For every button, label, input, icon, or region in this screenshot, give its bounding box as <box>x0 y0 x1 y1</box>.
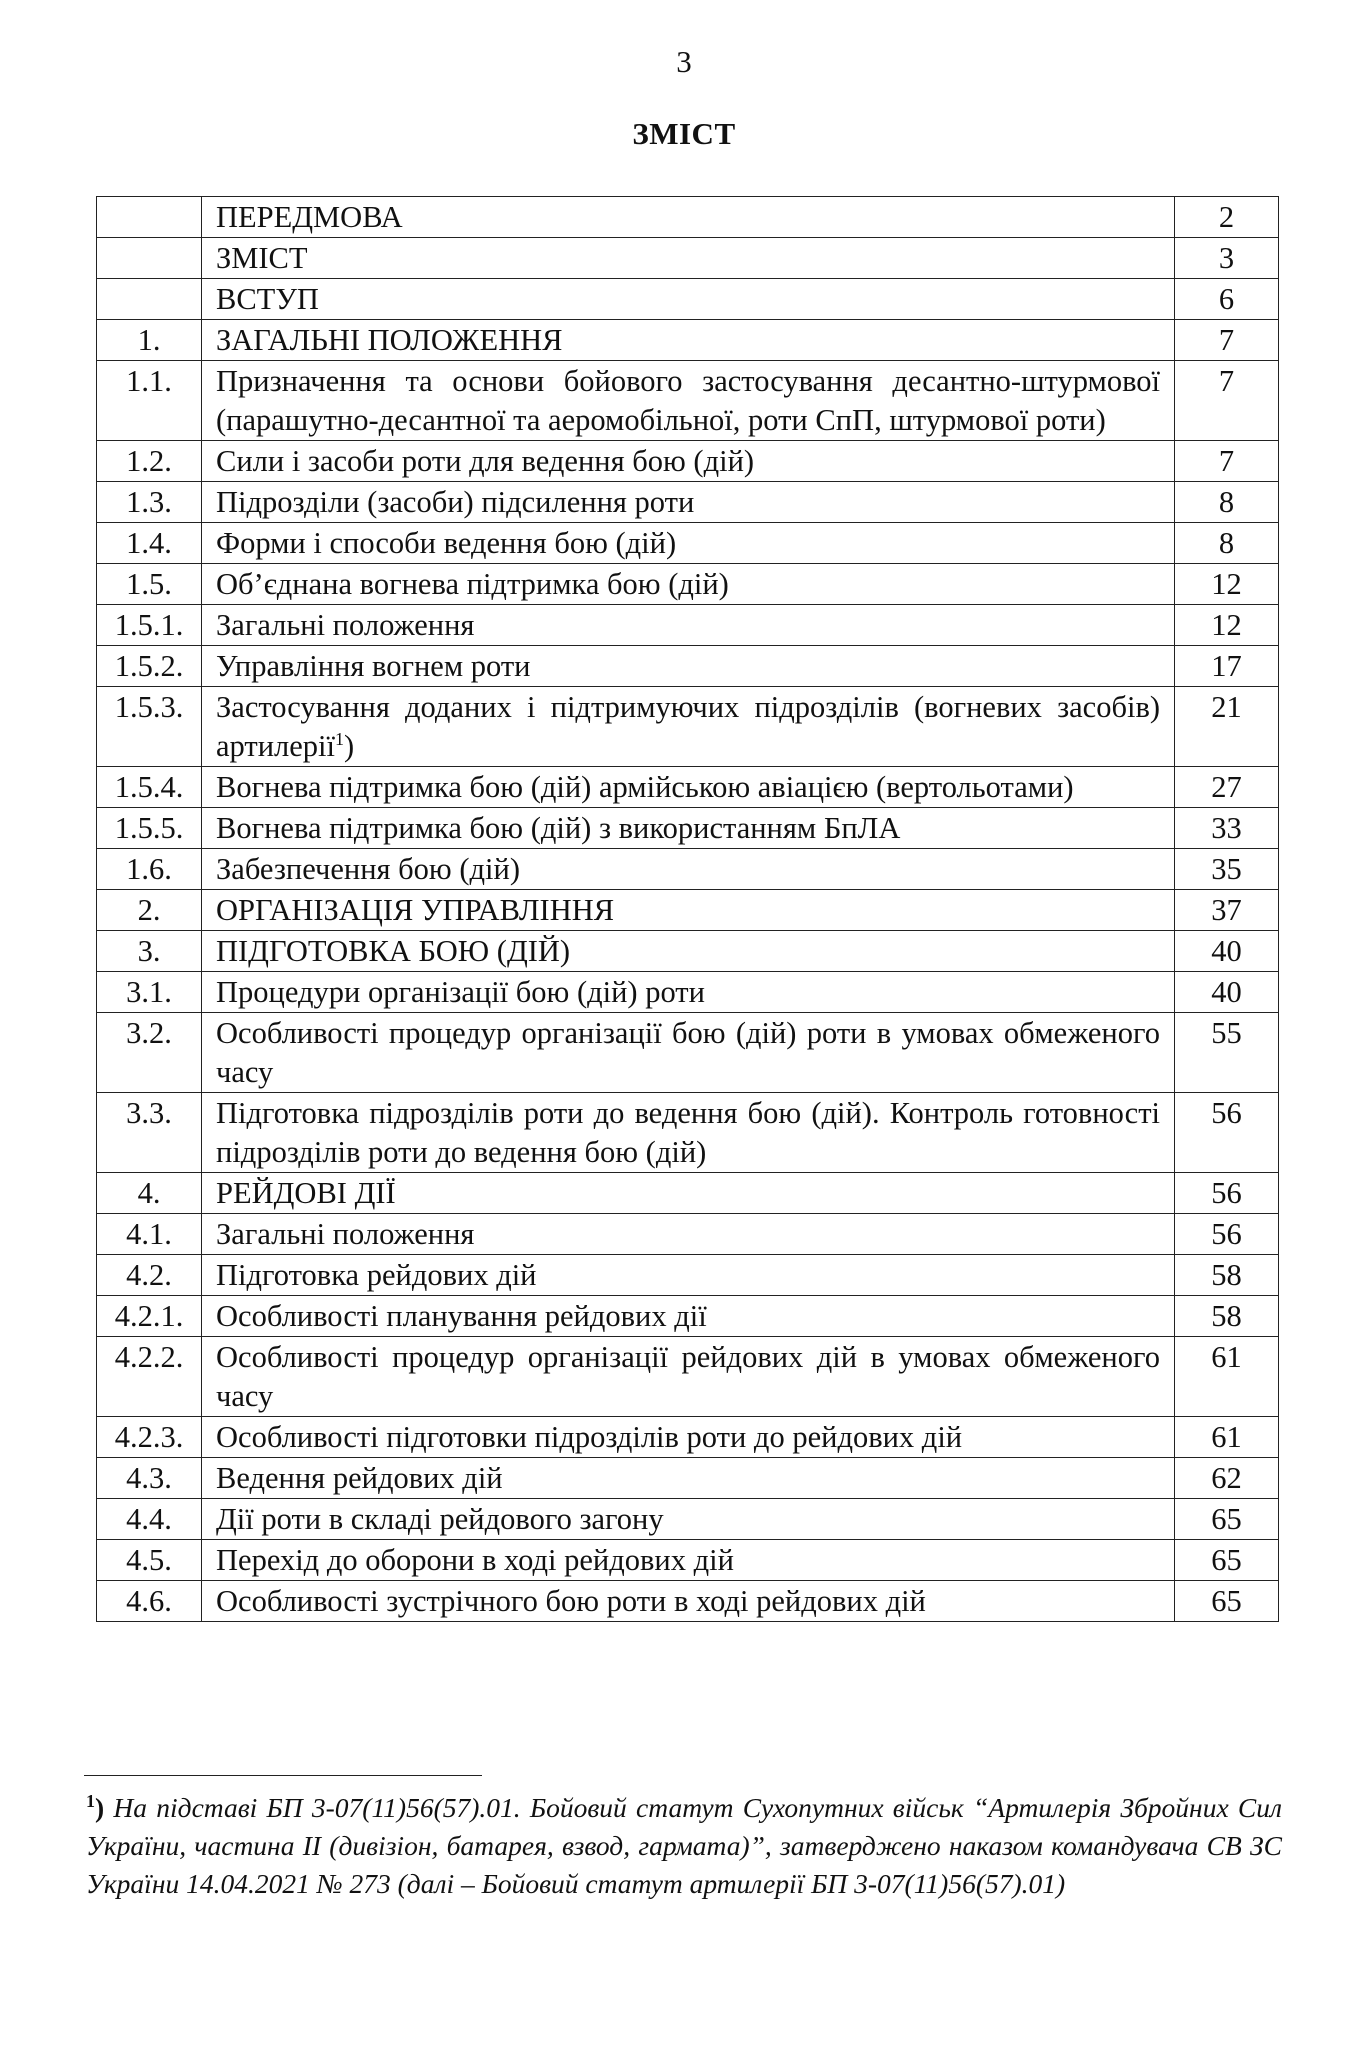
toc-section-title: Форми і способи ведення бою (дій) <box>202 523 1175 564</box>
toc-row <box>97 1093 1279 1173</box>
toc-section-number <box>97 197 202 238</box>
page-number: 3 <box>676 44 692 79</box>
toc-row <box>97 849 1279 890</box>
toc-body <box>97 197 1279 1622</box>
toc-page-number: 61 <box>1175 1417 1279 1458</box>
toc-section-title: ПЕРЕДМОВА <box>202 197 1175 238</box>
toc-row <box>97 767 1279 808</box>
toc-row <box>97 687 1279 767</box>
toc-section-number: 3.2. <box>97 1013 202 1093</box>
toc-section-number <box>97 238 202 279</box>
toc-section-title: Вогнева підтримка бою (дій) армійською авіацією (вертольотами) <box>202 767 1175 808</box>
toc-row <box>97 1173 1279 1214</box>
toc-row <box>97 523 1279 564</box>
toc-row <box>97 197 1279 238</box>
footnote-reference[interactable]: 1 <box>335 728 344 749</box>
toc-row <box>97 320 1279 361</box>
toc-section-title: Вогнева підтримка бою (дій) з використанням БпЛА <box>202 808 1175 849</box>
toc-row <box>97 1214 1279 1255</box>
toc-row <box>97 605 1279 646</box>
toc-section-number: 1.5.3. <box>97 687 202 767</box>
toc-row <box>97 1255 1279 1296</box>
toc-row <box>97 1581 1279 1622</box>
toc-section-title: Перехід до оборони в ході рейдових дій <box>202 1540 1175 1581</box>
toc-page-number: 27 <box>1175 767 1279 808</box>
toc-section-number: 4.3. <box>97 1458 202 1499</box>
toc-section-title: Процедури організації бою (дій) роти <box>202 972 1175 1013</box>
footnote-separator <box>84 1775 482 1776</box>
toc-row <box>97 808 1279 849</box>
footnote <box>86 1782 1282 1903</box>
toc-section-title: Підрозділи (засоби) підсилення роти <box>202 482 1175 523</box>
toc-row <box>97 441 1279 482</box>
toc-page-number: 62 <box>1175 1458 1279 1499</box>
toc-section-number: 3.1. <box>97 972 202 1013</box>
toc-page-number: 35 <box>1175 849 1279 890</box>
toc-page-number: 7 <box>1175 320 1279 361</box>
toc-section-title: Підготовка рейдових дій <box>202 1255 1175 1296</box>
toc-section-title: ЗМІСТ <box>202 238 1175 279</box>
toc-page-number: 55 <box>1175 1013 1279 1093</box>
footnote-reference-paren: ) <box>344 729 355 763</box>
toc-row <box>97 931 1279 972</box>
toc-page-number: 12 <box>1175 564 1279 605</box>
toc-row <box>97 1013 1279 1093</box>
toc-page-number: 33 <box>1175 808 1279 849</box>
toc-page-number: 58 <box>1175 1255 1279 1296</box>
toc-section-title: Загальні положення <box>202 1214 1175 1255</box>
toc-page-number: 8 <box>1175 523 1279 564</box>
toc-page-number: 56 <box>1175 1173 1279 1214</box>
toc-section-title: Особливості процедур організації бою (дій) роти в умовах обмеженого часу <box>202 1013 1175 1093</box>
toc-row <box>97 646 1279 687</box>
toc-page-number: 2 <box>1175 197 1279 238</box>
toc-page-number: 7 <box>1175 361 1279 441</box>
toc-section-number: 4.5. <box>97 1540 202 1581</box>
toc-section-title: Особливості планування рейдових дії <box>202 1296 1175 1337</box>
toc-section-title: Об’єднана вогнева підтримка бою (дій) <box>202 564 1175 605</box>
toc-section-title: Призначення та основи бойового застосування десантно-штурмової (парашутно-десантної та аеромобільної, роти СпП, штурмової роти) <box>202 361 1175 441</box>
toc-section-number: 1.6. <box>97 849 202 890</box>
toc-row <box>97 482 1279 523</box>
toc-section-number: 1.5.1. <box>97 605 202 646</box>
toc-section-title: Особливості зустрічного бою роти в ході рейдових дій <box>202 1581 1175 1622</box>
toc-section-number: 3. <box>97 931 202 972</box>
footnote-mark <box>86 1792 104 1823</box>
toc-section-number: 4.6. <box>97 1581 202 1622</box>
toc-section-title: Загальні положення <box>202 605 1175 646</box>
toc-page-number: 61 <box>1175 1337 1279 1417</box>
toc-section-title: РЕЙДОВІ ДІЇ <box>202 1173 1175 1214</box>
toc-page-number: 8 <box>1175 482 1279 523</box>
page-title: ЗМІСТ <box>632 116 736 151</box>
toc-section-number: 4.2.2. <box>97 1337 202 1417</box>
toc-page-number: 65 <box>1175 1540 1279 1581</box>
table-of-contents <box>96 196 1279 1622</box>
toc-row <box>97 1417 1279 1458</box>
toc-row <box>97 279 1279 320</box>
toc-section-number: 1.4. <box>97 523 202 564</box>
toc-section-title: Особливості процедур організації рейдових дій в умовах обмеженого часу <box>202 1337 1175 1417</box>
toc-page-number: 56 <box>1175 1214 1279 1255</box>
toc-section-title: ОРГАНІЗАЦІЯ УПРАВЛІННЯ <box>202 890 1175 931</box>
toc-page-number: 3 <box>1175 238 1279 279</box>
toc-section-title <box>202 687 1175 767</box>
toc-page-number: 37 <box>1175 890 1279 931</box>
toc-page-number: 7 <box>1175 441 1279 482</box>
toc-page-number: 40 <box>1175 931 1279 972</box>
toc-page-number: 40 <box>1175 972 1279 1013</box>
toc-section-number: 1.2. <box>97 441 202 482</box>
toc-section-number: 1.1. <box>97 361 202 441</box>
toc-row <box>97 361 1279 441</box>
toc-section-number: 3.3. <box>97 1093 202 1173</box>
footnote-text: На підставі БП 3-07(11)56(57).01. Бойовий статут Сухопутних військ “Артилерія Збройних Сил України, частина II (дивізіон, батарея, взвод, гармата)”, затверджено наказом командувача СВ ЗС України 14.04.2021 № 273 (далі – Бойовий статут артилерії БП 3-07(11)56(57).01) <box>86 1792 1282 1900</box>
toc-row <box>97 1499 1279 1540</box>
toc-page-number: 21 <box>1175 687 1279 767</box>
toc-section-title: Дії роти в складі рейдового загону <box>202 1499 1175 1540</box>
toc-row <box>97 1458 1279 1499</box>
toc-section-number: 4.2.1. <box>97 1296 202 1337</box>
toc-section-number: 2. <box>97 890 202 931</box>
toc-section-title: Ведення рейдових дій <box>202 1458 1175 1499</box>
toc-section-title: ВСТУП <box>202 279 1175 320</box>
toc-page-number: 65 <box>1175 1581 1279 1622</box>
toc-page-number: 17 <box>1175 646 1279 687</box>
toc-section-title: Підготовка підрозділів роти до ведення бою (дій). Контроль готовності підрозділів роти до ведення бою (дій) <box>202 1093 1175 1173</box>
toc-row <box>97 1337 1279 1417</box>
toc-section-number: 1.5.5. <box>97 808 202 849</box>
toc-section-number: 1.5.4. <box>97 767 202 808</box>
toc-page-number: 58 <box>1175 1296 1279 1337</box>
toc-row <box>97 1540 1279 1581</box>
toc-section-number: 4.4. <box>97 1499 202 1540</box>
toc-section-title: ЗАГАЛЬНІ ПОЛОЖЕННЯ <box>202 320 1175 361</box>
toc-row <box>97 564 1279 605</box>
toc-page-number: 65 <box>1175 1499 1279 1540</box>
toc-page-number: 56 <box>1175 1093 1279 1173</box>
toc-row <box>97 972 1279 1013</box>
toc-row <box>97 1296 1279 1337</box>
toc-row <box>97 238 1279 279</box>
toc-section-number: 1. <box>97 320 202 361</box>
toc-section-number: 1.5. <box>97 564 202 605</box>
toc-section-number: 4.1. <box>97 1214 202 1255</box>
toc-row <box>97 890 1279 931</box>
toc-section-title: Управління вогнем роти <box>202 646 1175 687</box>
footnote-mark-paren: ) <box>95 1792 105 1824</box>
toc-section-number: 4.2.3. <box>97 1417 202 1458</box>
toc-page-number: 6 <box>1175 279 1279 320</box>
toc-section-number: 4.2. <box>97 1255 202 1296</box>
toc-section-title: Сили і засоби роти для ведення бою (дій) <box>202 441 1175 482</box>
toc-section-number <box>97 279 202 320</box>
toc-page-number: 12 <box>1175 605 1279 646</box>
toc-section-number: 1.3. <box>97 482 202 523</box>
toc-section-number: 1.5.2. <box>97 646 202 687</box>
toc-section-number: 4. <box>97 1173 202 1214</box>
toc-section-title: ПІДГОТОВКА БОЮ (ДІЙ) <box>202 931 1175 972</box>
toc-section-title: Особливості підготовки підрозділів роти до рейдових дій <box>202 1417 1175 1458</box>
toc-title-text: Застосування доданих і підтримуючих підрозділів (вогневих засобів) артилерії <box>216 690 1160 763</box>
toc-section-title: Забезпечення бою (дій) <box>202 849 1175 890</box>
footnote-mark-number: 1 <box>86 1791 95 1811</box>
